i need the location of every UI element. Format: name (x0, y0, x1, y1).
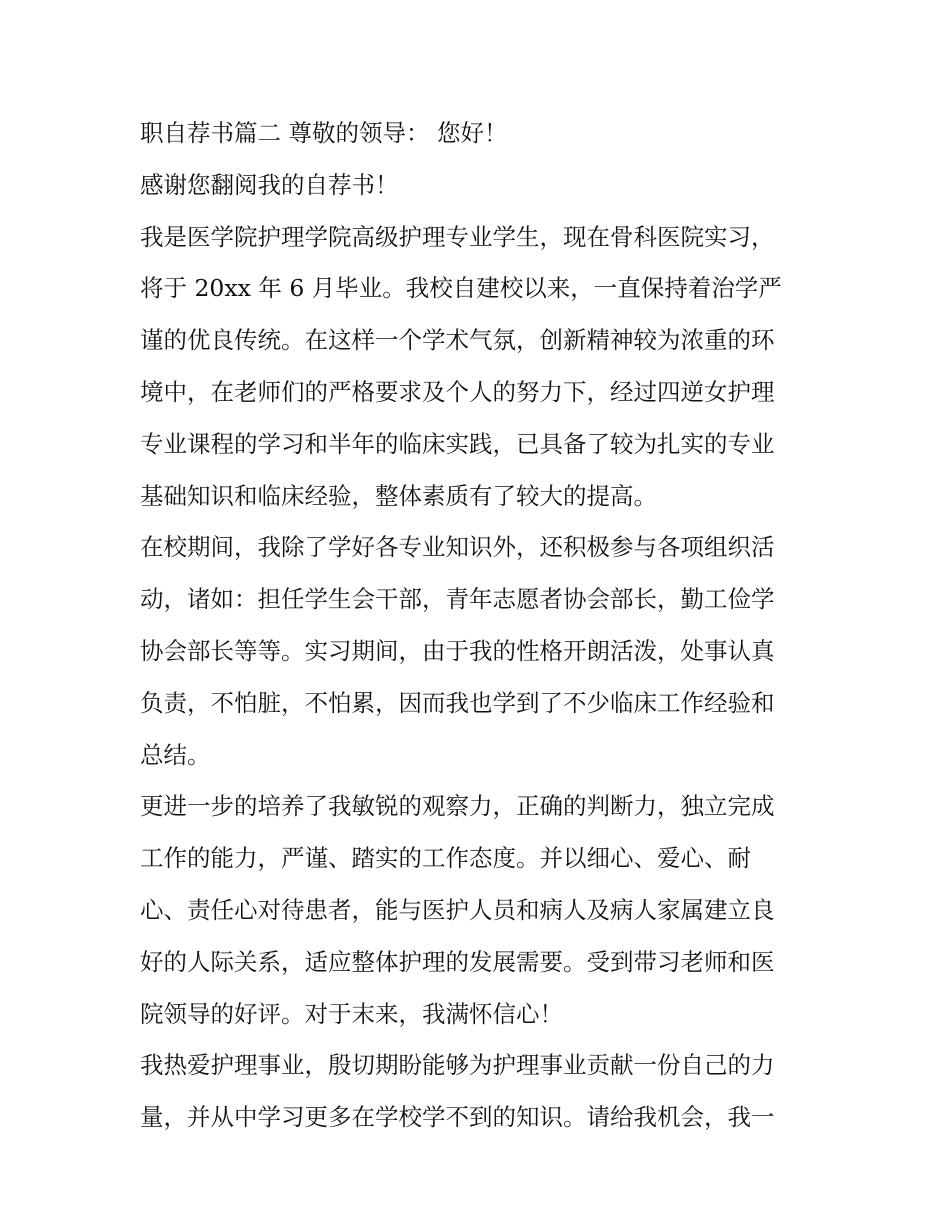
text-line: 将于 20xx 年 6 月毕业。我校自建校以来，一直保持着治学严 (140, 274, 782, 303)
text-line: 工作的能力，严谨、踏实的工作态度。并以细心、爱心、耐 (140, 844, 751, 873)
text-line: 我是医学院护理学院高级护理专业学生，现在骨科医院实习， (140, 222, 775, 251)
text-line: 更进一步的培养了我敏锐的观察力，正确的判断力，独立完成 (140, 792, 775, 821)
text-line: 专业课程的学习和半年的临床实践，已具备了较为扎实的专业 (140, 429, 775, 458)
text-line: 基础知识和临床经验，整体素质有了较大的提高。 (140, 481, 657, 510)
text-line: 负责，不怕脏，不怕累，因而我也学到了不少临床工作经验和 (140, 688, 775, 717)
text-line: 境中，在老师们的严格要求及个人的努力下，经过四逆女护理 (140, 377, 775, 406)
text-line: 协会部长等等。实习期间，由于我的性格开朗活泼，处事认真 (140, 636, 775, 665)
text-line: 感谢您翻阅我的自荐书！ (140, 170, 399, 199)
text-line: 心、责任心对待患者，能与医护人员和病人及病人家属建立良 (140, 895, 775, 924)
text-line: 量，并从中学习更多在学校学不到的知识。请给我机会，我一 (140, 1103, 775, 1132)
letter-body (140, 108, 820, 1144)
text-line: 谨的优良传统。在这样一个学术气氛，创新精神较为浓重的环 (140, 326, 775, 355)
text-line: 好的人际关系，适应整体护理的发展需要。受到带习老师和医 (140, 947, 775, 976)
text-line: 在校期间，我除了学好各专业知识外，还积极参与各项组织活 (140, 533, 775, 562)
text-line: 总结。 (140, 740, 211, 769)
text-line: 我热爱护理事业，殷切期盼能够为护理事业贡献一份自己的力 (140, 1051, 775, 1080)
text-line: 职自荐书篇二 尊敬的领导： 您好！ (140, 119, 508, 147)
text-line: 院领导的好评。对于末来，我满怀信心！ (140, 999, 563, 1028)
text-line: 动，诸如：担任学生会干部，青年志愿者协会部长，勤工俭学 (140, 585, 775, 614)
